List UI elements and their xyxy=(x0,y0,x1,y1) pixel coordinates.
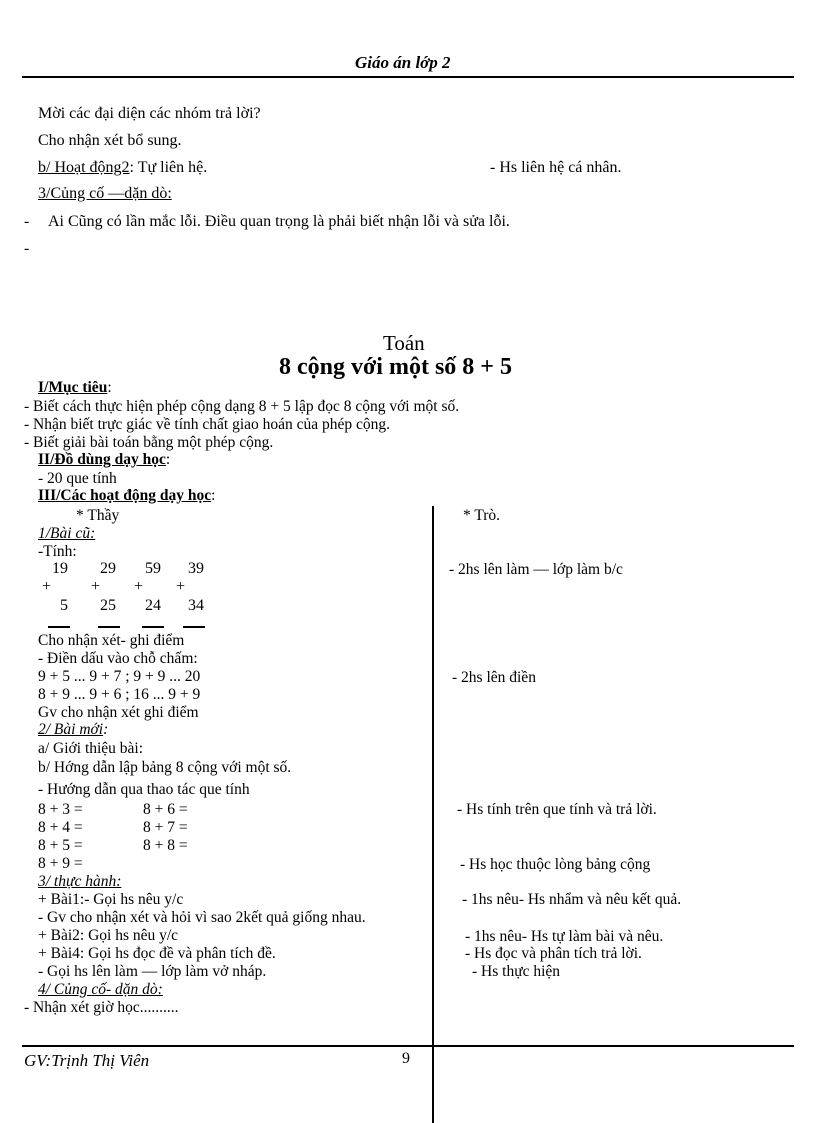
gioi-thieu-line: a/ Giới thiệu bài: xyxy=(38,740,144,757)
dien-student-note: - 2hs lên điền xyxy=(452,669,536,686)
plus-sign-1: + xyxy=(42,578,52,595)
cung-co-heading-top: 3/Củng cố —dặn dò: xyxy=(38,185,172,202)
exercise-line-1: 9 + 5 ... 9 + 7 ; 9 + 9 ... 20 xyxy=(38,668,201,685)
dien-dau-line: - Điền dấu vào chỗ chấm: xyxy=(38,650,198,667)
muc-tieu-label: I/Mục tiêu xyxy=(38,379,108,396)
hoat-dong-2-label: b/ Hoạt động2 xyxy=(38,159,130,176)
subject-title: Toán xyxy=(383,331,425,355)
objective-2: - Nhận biết trực giác về tính chất giao hoán của phép cộng. xyxy=(24,416,391,433)
tinh-label: -Tính: xyxy=(38,543,77,560)
top-line-3-right: - Hs liên hệ cá nhân. xyxy=(490,159,622,176)
equation-right-2: 8 + 7 = xyxy=(143,819,188,836)
plus-sign-2: + xyxy=(91,578,101,595)
top-number-1: 19 xyxy=(52,560,68,577)
equation-student-note-1: - Hs tính trên que tính và trả lời. xyxy=(457,801,657,818)
top-number-3: 59 xyxy=(145,560,161,577)
bai-moi-label: 2/ Bài mới xyxy=(38,721,104,738)
muc-tieu-colon: : xyxy=(107,379,112,396)
nhan-xet-line: Cho nhận xét- ghi điểm xyxy=(38,632,185,649)
top-line-5-text: Ai Cũng có lần mắc lỗi. Điều quan trọng là phải biết nhận lỗi và sửa lỗi. xyxy=(48,213,510,230)
hoat-dong-label: III/Các hoạt động dạy học xyxy=(38,487,212,504)
equation-right-1: 8 + 6 = xyxy=(143,801,188,818)
hoat-dong-heading xyxy=(38,487,215,505)
practice-student-note-5: - Hs thực hiện xyxy=(472,963,561,980)
student-column-header: * Trò. xyxy=(463,507,501,524)
hoat-dong-2-text: : Tự liên hệ. xyxy=(129,159,208,176)
practice-line-2: - Gv cho nhận xét và hỏi vì sao 2kết quả giống nhau. xyxy=(38,909,366,926)
sum-line-4 xyxy=(183,626,205,628)
equation-right-3: 8 + 8 = xyxy=(143,837,188,854)
practice-student-note-1: - 1hs nêu- Hs nhẩm và nêu kết quả. xyxy=(462,891,682,908)
hoat-dong-colon: : xyxy=(211,487,216,504)
practice-student-note-4: - Hs đọc và phân tích trả lời. xyxy=(465,945,642,962)
cung-co-heading: 4/ Củng cố- dặn dò: xyxy=(38,981,163,998)
top-line-3 xyxy=(38,159,207,177)
objective-3: - Biết giải bài toán bằng một phép cộng. xyxy=(24,434,274,451)
gv-nhan-xet-line: Gv cho nhận xét ghi điểm xyxy=(38,704,199,721)
muc-tieu-heading xyxy=(38,379,112,397)
do-dung-heading xyxy=(38,451,170,469)
equation-left-1: 8 + 3 = xyxy=(38,801,83,818)
objective-1: - Biết cách thực hiện phép cộng dạng 8 + 5 lập đọc 8 cộng với một số. xyxy=(24,398,460,415)
bai-moi-colon: : xyxy=(103,721,109,738)
practice-line-4: + Bài4: Gọi hs đọc đề và phân tích đề. xyxy=(38,945,276,962)
sum-line-2 xyxy=(98,626,120,628)
footer-teacher: GV:Trịnh Thị Viên xyxy=(24,1051,150,1070)
bottom-number-2: 25 xyxy=(100,597,116,614)
equation-left-2: 8 + 4 = xyxy=(38,819,83,836)
bottom-number-3: 24 xyxy=(145,597,161,614)
plus-sign-3: + xyxy=(134,578,144,595)
plus-sign-4: + xyxy=(176,578,186,595)
do-dung-item: - 20 que tính xyxy=(38,470,117,487)
equation-left-4: 8 + 9 = xyxy=(38,855,83,872)
sum-line-1 xyxy=(48,626,70,628)
practice-line-5: - Gọi hs lên làm — lớp làm vở nháp. xyxy=(38,963,267,980)
top-line-2: Cho nhận xét bổ sung. xyxy=(38,132,182,149)
thuc-hanh-heading: 3/ thực hành: xyxy=(38,873,122,890)
header-title: Giáo án lớp 2 xyxy=(355,53,451,72)
practice-student-note-3: - 1hs nêu- Hs tự làm bài và nêu. xyxy=(465,928,664,945)
huong-dan-que-line: - Hướng dẫn qua thao tác que tính xyxy=(38,781,250,798)
do-dung-colon: : xyxy=(165,451,171,468)
practice-line-1: + Bài1:- Gọi hs nêu y/c xyxy=(38,891,184,908)
huong-dan-line: b/ Hớng dẫn lập bảng 8 cộng với một số. xyxy=(38,759,292,776)
top-number-2: 29 xyxy=(100,560,116,577)
column-divider xyxy=(432,506,434,1123)
exercise-line-2: 8 + 9 ... 9 + 6 ; 16 ... 9 + 9 xyxy=(38,686,201,703)
top-line-6-dash: - xyxy=(24,240,30,257)
do-dung-label: II/Đồ dùng dạy học xyxy=(38,451,166,468)
lesson-title: 8 cộng với một số 8 + 5 xyxy=(279,354,512,380)
top-number-4: 39 xyxy=(188,560,204,577)
bottom-number-4: 34 xyxy=(188,597,204,614)
footer-rule xyxy=(22,1045,794,1047)
equation-student-note-2: - Hs học thuộc lòng bảng cộng xyxy=(460,856,651,873)
header-rule xyxy=(22,76,794,78)
top-line-5-dash: - xyxy=(24,213,30,230)
bottom-number-1: 5 xyxy=(60,597,68,614)
sum-line-3 xyxy=(142,626,164,628)
top-line-1: Mời các đại diện các nhóm trả lời? xyxy=(38,105,261,122)
teacher-column-header: * Thầy xyxy=(76,507,120,524)
nhan-xet-gio-hoc: - Nhận xét giờ học.......... xyxy=(24,999,179,1016)
bai-moi-heading xyxy=(38,721,108,739)
practice-line-3: + Bài2: Gọi hs nêu y/c xyxy=(38,927,179,944)
bai-cu-heading: 1/Bài cũ: xyxy=(38,525,96,542)
page-number: 9 xyxy=(402,1050,410,1067)
equation-left-3: 8 + 5 = xyxy=(38,837,83,854)
bai-cu-student-note: - 2hs lên làm — lớp làm b/c xyxy=(449,561,623,578)
